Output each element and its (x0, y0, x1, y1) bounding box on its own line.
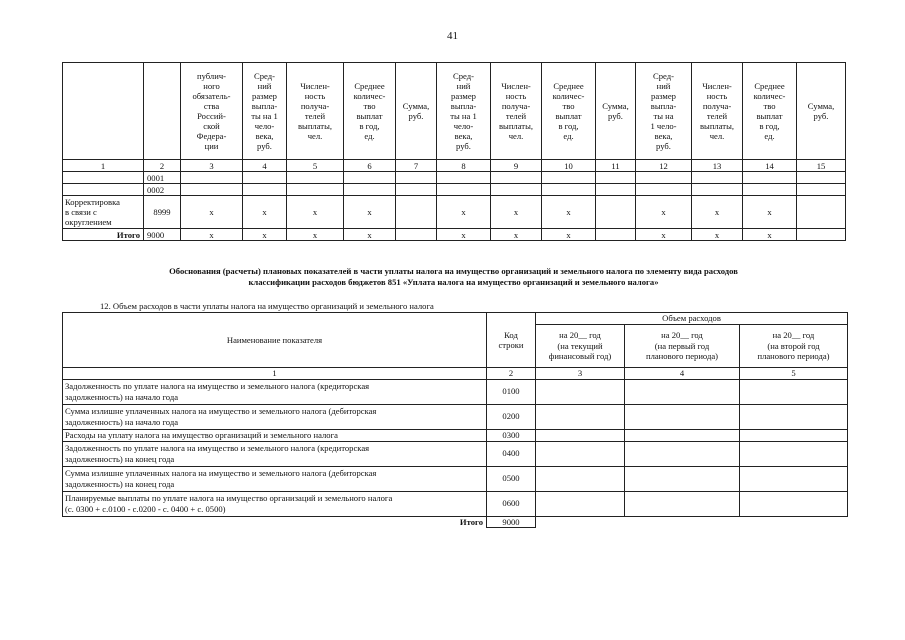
row-name: Сумма излишне уплаченных налога на имущество и земельного налога (дебиторская задолженность) на начало года (63, 404, 487, 429)
row-name: Задолженность по уплате налога на имущество и земельного налога (кредиторская задолженность) на начало года (63, 379, 487, 404)
year-column-header: на 20__ год (на первый год планового периода) (625, 325, 740, 368)
value-cell (692, 184, 743, 196)
value-cell (743, 184, 797, 196)
column-header: публич- ного обязатель- ства Россий- ской Федера- ции (181, 63, 243, 160)
row-name-cell (63, 184, 144, 196)
column-header: Числен- ность получа- телей выплаты, чел. (287, 63, 344, 160)
value-cell (536, 429, 625, 441)
value-cell (536, 404, 625, 429)
value-cell (596, 184, 636, 196)
column-header: Числен- ность получа- телей выплаты, чел. (491, 63, 542, 160)
column-header (144, 63, 181, 160)
value-cell (596, 196, 636, 229)
total-row (63, 229, 846, 241)
value-cell (740, 516, 848, 528)
value-cell (344, 184, 396, 196)
value-cell (287, 172, 344, 184)
row-code: 9000 (487, 516, 536, 528)
total-label: Итого (63, 229, 144, 241)
value-cell (740, 466, 848, 491)
value-cell: x (542, 196, 596, 229)
value-cell (491, 184, 542, 196)
value-cell (740, 379, 848, 404)
header-row (63, 63, 846, 160)
column-number: 12 (636, 160, 692, 172)
column-number: 4 (243, 160, 287, 172)
total-label: Итого (459, 516, 483, 527)
header-row (63, 313, 848, 325)
value-cell (396, 229, 437, 241)
table-subtitle: 12. Объем расходов в части уплаты налога на имущество организаций и земельного налога (100, 301, 434, 311)
year-column-header: на 20__ год (на текущий финансовый год) (536, 325, 625, 368)
column-number: 8 (437, 160, 491, 172)
value-cell: x (181, 229, 243, 241)
column-header (63, 63, 144, 160)
row-name: Сумма излишне уплаченных налога на имущество и земельного налога (дебиторская задолженность) на конец года (63, 466, 487, 491)
value-cell (740, 441, 848, 466)
column-number: 6 (344, 160, 396, 172)
row-code: 0300 (487, 429, 536, 441)
row-code: 0400 (487, 441, 536, 466)
value-cell: x (542, 229, 596, 241)
value-cell (536, 441, 625, 466)
value-cell (625, 379, 740, 404)
column-header: Числен- ность получа- телей выплаты, чел. (692, 63, 743, 160)
column-header: Сумма, руб. (797, 63, 846, 160)
value-cell (536, 466, 625, 491)
value-cell (625, 404, 740, 429)
value-cell: x (243, 229, 287, 241)
tax-expense-table (62, 312, 848, 528)
value-cell (536, 379, 625, 404)
value-cell: x (437, 229, 491, 241)
value-cell (797, 196, 846, 229)
row-name: Задолженность по уплате налога на имущество и земельного налога (кредиторская задолженность) на конец года (63, 441, 487, 466)
value-cell (536, 491, 625, 516)
value-cell (743, 172, 797, 184)
benefit-calculation-table (62, 62, 846, 241)
value-cell (625, 466, 740, 491)
value-cell (396, 172, 437, 184)
table-row (63, 441, 848, 466)
section-heading: Обоснования (расчеты) плановых показателей в части уплаты налога на имущество организаций и земельного налога по элементу вида расходов (169, 266, 738, 276)
value-cell: x (243, 196, 287, 229)
value-cell (542, 172, 596, 184)
value-cell (181, 184, 243, 196)
value-cell (181, 172, 243, 184)
table-row (63, 491, 848, 516)
column-header: Среднее количес- тво выплат в год, ед. (542, 63, 596, 160)
column-number: 1 (63, 160, 144, 172)
value-cell (692, 172, 743, 184)
row-code: 0001 (144, 172, 181, 184)
value-cell (740, 404, 848, 429)
value-cell (542, 184, 596, 196)
column-header: Сред- ний размер выпла- ты на 1 чело- века, руб. (437, 63, 491, 160)
column-header: Сред- ний размер выпла- ты на 1 чело- века, руб. (636, 63, 692, 160)
column-header: Среднее количес- тво выплат в год, ед. (344, 63, 396, 160)
row-name: Корректировка в связи с округлением (63, 196, 144, 229)
row-code: 0002 (144, 184, 181, 196)
column-header-name: Наименование показателя (63, 313, 487, 368)
value-cell (344, 172, 396, 184)
value-cell (437, 172, 491, 184)
column-number: 2 (144, 160, 181, 172)
value-cell (287, 184, 344, 196)
column-number: 3 (181, 160, 243, 172)
column-number: 5 (740, 368, 848, 380)
table-row (63, 172, 846, 184)
column-number: 3 (536, 368, 625, 380)
value-cell: x (287, 229, 344, 241)
value-cell (437, 184, 491, 196)
value-cell (740, 491, 848, 516)
row-code: 0100 (487, 379, 536, 404)
column-header: Сред- ний размер выпла- ты на 1 чело- века, руб. (243, 63, 287, 160)
column-number: 2 (487, 368, 536, 380)
value-cell (797, 229, 846, 241)
column-number: 7 (396, 160, 437, 172)
row-code: 0200 (487, 404, 536, 429)
value-cell: x (491, 196, 542, 229)
value-cell (243, 172, 287, 184)
value-cell (797, 184, 846, 196)
value-cell (596, 229, 636, 241)
value-cell (625, 516, 740, 528)
row-code: 9000 (144, 229, 181, 241)
value-cell: x (743, 196, 797, 229)
table-row (63, 404, 848, 429)
column-header: Среднее количес- тво выплат в год, ед. (743, 63, 797, 160)
row-code: 8999 (144, 196, 181, 229)
column-number: 14 (743, 160, 797, 172)
column-number: 11 (596, 160, 636, 172)
value-cell (396, 184, 437, 196)
column-number: 1 (63, 368, 487, 380)
table-row (63, 379, 848, 404)
page-number: 41 (447, 30, 458, 42)
value-cell: x (636, 229, 692, 241)
row-code: 0600 (487, 491, 536, 516)
section-heading-line2: классификации расходов бюджетов 851 «Уплата налога на имущество организаций и земельного налога» (248, 277, 659, 287)
column-group-header: Объем расходов (536, 313, 848, 325)
value-cell: x (692, 196, 743, 229)
row-name: Планируемые выплаты по уплате налога на имущество организаций и земельного налога (с. 0300 + с.0100 - с.0200 - с. 0400 + с. 0500) (63, 491, 487, 516)
value-cell: x (344, 229, 396, 241)
table-row (63, 429, 848, 441)
value-cell (536, 516, 625, 528)
column-header: Сумма, руб. (396, 63, 437, 160)
value-cell (243, 184, 287, 196)
table-row (63, 466, 848, 491)
value-cell: x (181, 196, 243, 229)
value-cell (636, 172, 692, 184)
value-cell (797, 172, 846, 184)
value-cell (625, 429, 740, 441)
value-cell: x (491, 229, 542, 241)
value-cell: x (437, 196, 491, 229)
value-cell: x (743, 229, 797, 241)
column-header-code: Код строки (487, 313, 536, 368)
value-cell (625, 491, 740, 516)
column-number: 15 (797, 160, 846, 172)
value-cell (596, 172, 636, 184)
total-row (63, 516, 848, 528)
value-cell (491, 172, 542, 184)
value-cell: x (344, 196, 396, 229)
year-column-header: на 20__ год (на второй год планового периода) (740, 325, 848, 368)
column-number: 13 (692, 160, 743, 172)
column-number: 10 (542, 160, 596, 172)
value-cell (396, 196, 437, 229)
column-number-row (63, 160, 846, 172)
row-code: 0500 (487, 466, 536, 491)
adjustment-row (63, 196, 846, 229)
value-cell: x (287, 196, 344, 229)
column-header: Сумма, руб. (596, 63, 636, 160)
value-cell: x (692, 229, 743, 241)
column-number: 5 (287, 160, 344, 172)
row-name-cell (63, 172, 144, 184)
column-number-row (63, 368, 848, 380)
column-number: 4 (625, 368, 740, 380)
table-row (63, 184, 846, 196)
value-cell (625, 441, 740, 466)
value-cell: x (636, 196, 692, 229)
value-cell (636, 184, 692, 196)
value-cell (740, 429, 848, 441)
row-name: Расходы на уплату налога на имущество организаций и земельного налога (63, 429, 487, 441)
column-number: 9 (491, 160, 542, 172)
